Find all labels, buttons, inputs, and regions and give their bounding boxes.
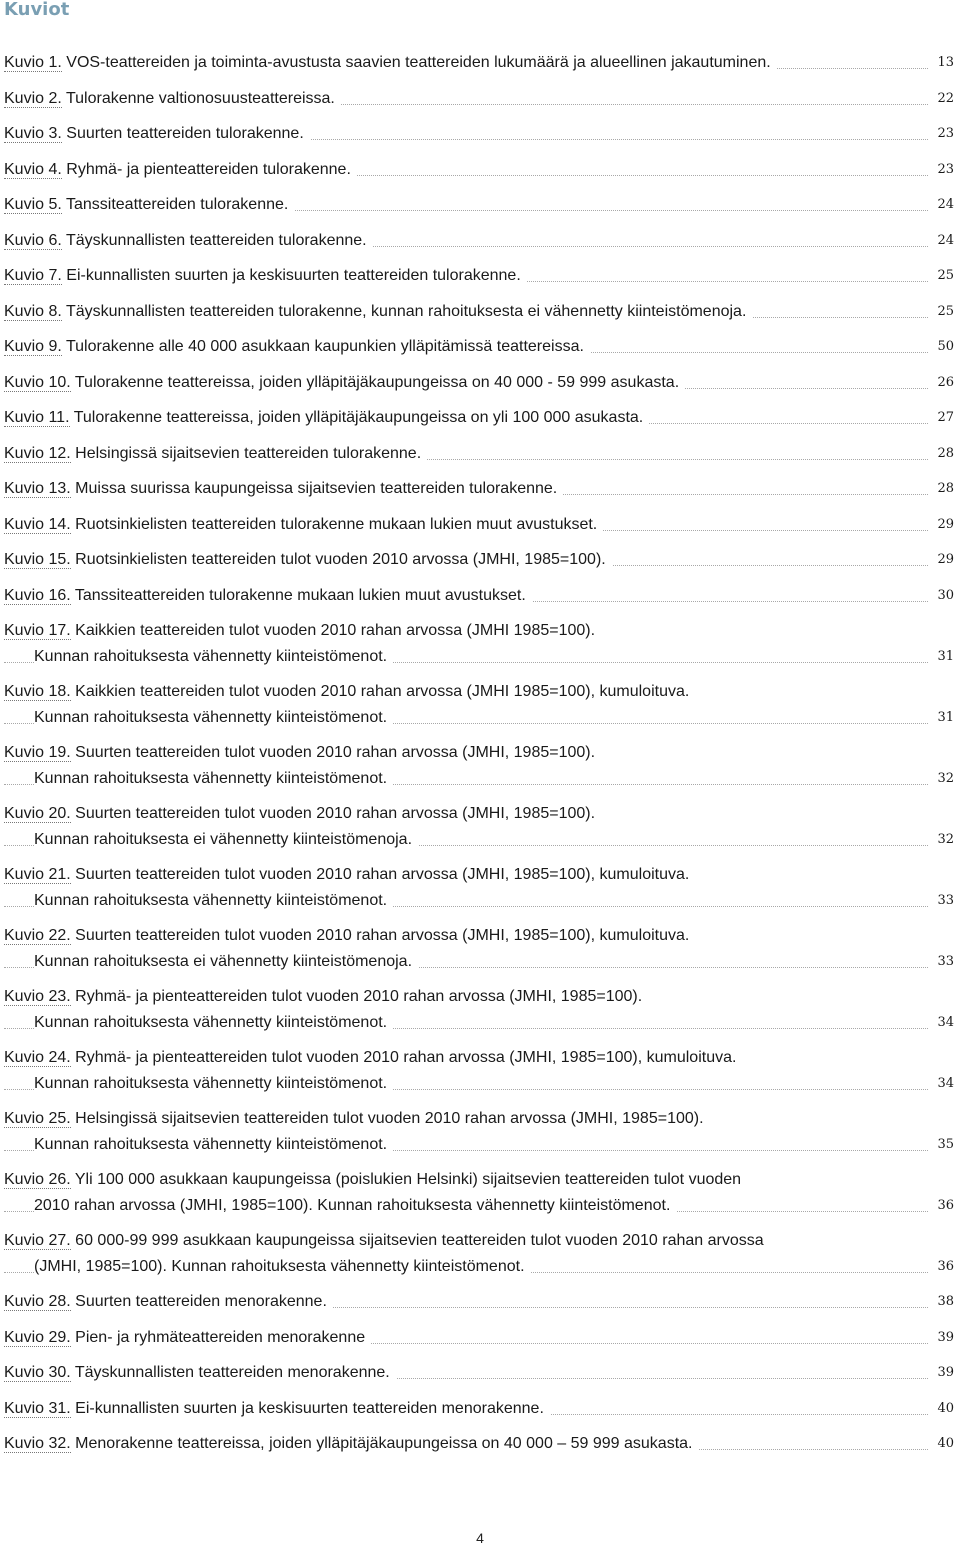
- figure-title: Helsingissä sijaitsevien teattereiden tulorakenne.: [75, 444, 422, 462]
- figure-title: VOS-teattereiden ja toiminta-avustusta saavien teattereiden lukumäärä ja alueellinen jakautuminen.: [66, 54, 771, 71]
- figure-label: Kuvio 5.: [4, 196, 62, 213]
- figure-title: Kunnan rahoituksesta ei vähennetty kiinteistömenoja.: [34, 953, 413, 970]
- figure-title: Kaikkien teattereiden tulot vuoden 2010 rahan arvossa (JMHI 1985=100).: [75, 622, 596, 639]
- page-ref: 36: [933, 1254, 954, 1280]
- page-ref: 23: [933, 121, 954, 147]
- figure-label: Kuvio 12.: [4, 444, 71, 462]
- page-ref: 23: [933, 157, 954, 183]
- toc-entry[interactable]: [4, 923, 958, 975]
- figure-label: Kuvio 24.: [4, 1049, 71, 1066]
- toc-entry[interactable]: [4, 1289, 958, 1315]
- page-ref: 29: [933, 547, 954, 573]
- toc-entry-line: [4, 923, 958, 949]
- toc-entry-continuation: [4, 1132, 958, 1158]
- page-ref: 13: [933, 50, 954, 76]
- toc-entry[interactable]: [4, 1396, 958, 1422]
- figure-label: Kuvio 8.: [4, 302, 62, 320]
- toc-entry[interactable]: [4, 228, 958, 254]
- figure-label: Kuvio 1.: [4, 54, 62, 71]
- figure-label: Kuvio 20.: [4, 805, 71, 822]
- figure-title: Tulorakenne alle 40 000 asukkaan kaupunkien ylläpitämissä teattereissa.: [65, 338, 584, 355]
- toc-entry[interactable]: [4, 121, 958, 147]
- toc-entry[interactable]: [4, 334, 958, 360]
- figure-label: Kuvio 7.: [4, 267, 62, 284]
- figure-title: Pien- ja ryhmäteattereiden menorakenne: [75, 1328, 366, 1346]
- toc-entry[interactable]: [4, 157, 958, 183]
- figure-label: Kuvio 23.: [4, 988, 71, 1005]
- figure-title: Suurten teattereiden tulot vuoden 2010 rahan arvossa (JMHI, 1985=100).: [75, 805, 596, 822]
- figure-label: Kuvio 21.: [4, 866, 71, 883]
- figure-title: Kunnan rahoituksesta vähennetty kiinteistömenot.: [34, 770, 388, 787]
- toc-entry-line: [4, 334, 958, 360]
- page-ref: 28: [933, 476, 954, 502]
- toc-entry-line: [4, 157, 958, 183]
- figure-title: Yli 100 000 asukkaan kaupungeissa (poislukien Helsinki) sijaitsevien teattereiden tulot vuoden: [74, 1171, 742, 1188]
- figure-title: Suurten teattereiden tulorakenne.: [66, 125, 304, 142]
- toc-entry-line: [4, 1325, 958, 1351]
- toc-entry[interactable]: [4, 1106, 958, 1158]
- figure-label: Kuvio 30.: [4, 1364, 71, 1381]
- toc-entry[interactable]: [4, 512, 958, 538]
- toc-entry[interactable]: [4, 1360, 958, 1386]
- figure-label: Kuvio 25.: [4, 1110, 71, 1127]
- toc-entry-continuation: [4, 949, 958, 975]
- page-ref: 22: [933, 86, 954, 112]
- figure-title: (JMHI, 1985=100). Kunnan rahoituksesta vähennetty kiinteistömenot.: [34, 1258, 525, 1275]
- figure-title: Ei-kunnallisten suurten ja keskisuurten teattereiden tulorakenne.: [66, 267, 521, 284]
- toc-entry[interactable]: [4, 1167, 958, 1219]
- page-ref: 34: [933, 1071, 954, 1097]
- toc-entry[interactable]: [4, 862, 958, 914]
- figure-title: 2010 rahan arvossa (JMHI, 1985=100). Kunnan rahoituksesta vähennetty kiinteistömenot.: [34, 1197, 671, 1214]
- figure-label: Kuvio 11.: [4, 409, 70, 426]
- toc-entry-line: [4, 583, 958, 609]
- figure-title: Täyskunnallisten teattereiden menorakenne.: [74, 1364, 390, 1381]
- figure-title: Ruotsinkielisten teattereiden tulot vuoden 2010 arvossa (JMHI, 1985=100).: [75, 551, 606, 568]
- toc-entry-line: [4, 263, 958, 289]
- toc-entry-line: [4, 801, 958, 827]
- figure-title: Muissa suurissa kaupungeissa sijaitsevien teattereiden tulorakenne.: [75, 480, 558, 497]
- page-ref: 39: [933, 1360, 954, 1386]
- figure-label: Kuvio 9.: [4, 338, 62, 355]
- page-ref: 27: [933, 405, 954, 431]
- page-ref: 24: [933, 228, 954, 254]
- figure-label: Kuvio 29.: [4, 1328, 71, 1346]
- figure-label: Kuvio 17.: [4, 622, 71, 639]
- figure-label: Kuvio 31.: [4, 1399, 71, 1417]
- toc-entry[interactable]: [4, 192, 958, 218]
- toc-entry-line: [4, 512, 958, 538]
- toc-entry[interactable]: [4, 801, 958, 853]
- toc-entry-line: [4, 405, 958, 431]
- toc-entry-line: [4, 679, 958, 705]
- toc-entry[interactable]: [4, 441, 958, 467]
- page-ref: 31: [933, 644, 954, 670]
- page-ref: 33: [933, 949, 954, 975]
- toc-entry-line: [4, 1167, 958, 1193]
- toc-entry[interactable]: [4, 679, 958, 731]
- figure-title: Kunnan rahoituksesta vähennetty kiinteistömenot.: [34, 892, 388, 909]
- toc-entry[interactable]: [4, 299, 958, 325]
- figure-title: Kunnan rahoituksesta vähennetty kiinteistömenot.: [34, 648, 388, 665]
- page-ref: 29: [933, 512, 954, 538]
- toc-entry-line: [4, 228, 958, 254]
- toc-entry[interactable]: [4, 86, 958, 112]
- figure-title: Ryhmä- ja pienteattereiden tulot vuoden 2010 rahan arvossa (JMHI, 1985=100), kumuloituva.: [75, 1049, 737, 1066]
- figure-label: Kuvio 16.: [4, 586, 71, 604]
- page-ref: 38: [933, 1289, 954, 1315]
- figure-label: Kuvio 22.: [4, 927, 71, 944]
- toc-entry-continuation: [4, 705, 958, 731]
- toc-entry-line: [4, 299, 958, 325]
- toc-entry-continuation: [4, 888, 958, 914]
- figure-title: Kunnan rahoituksesta vähennetty kiinteistömenot.: [34, 1075, 388, 1092]
- page-ref: 32: [933, 827, 954, 853]
- toc-entry[interactable]: [4, 1325, 958, 1351]
- toc-entry-line: [4, 370, 958, 396]
- toc-entry[interactable]: [4, 405, 958, 431]
- toc-entry-continuation: [4, 1254, 958, 1280]
- toc-entry-line: [4, 1396, 958, 1422]
- toc-entry-line: [4, 476, 958, 502]
- toc-entry-continuation: [4, 644, 958, 670]
- figure-title: Ei-kunnallisten suurten ja keskisuurten teattereiden menorakenne.: [75, 1399, 544, 1417]
- toc-entry[interactable]: [4, 583, 958, 609]
- page-ref: 33: [933, 888, 954, 914]
- toc-entry-line: [4, 984, 958, 1010]
- section-heading: Kuviot: [4, 0, 70, 20]
- toc-entry-line: [4, 1360, 958, 1386]
- figure-label: Kuvio 26.: [4, 1171, 71, 1188]
- toc-entry-line: [4, 1289, 958, 1315]
- figure-title: Tanssiteattereiden tulorakenne mukaan lukien muut avustukset.: [74, 586, 526, 604]
- toc-entry[interactable]: [4, 476, 958, 502]
- figure-title: Tanssiteattereiden tulorakenne.: [65, 196, 289, 213]
- page-ref: 24: [933, 192, 954, 218]
- figure-title: Kunnan rahoituksesta vähennetty kiinteistömenot.: [34, 1014, 388, 1031]
- figure-label: Kuvio 6.: [4, 231, 62, 249]
- figure-title: Kaikkien teattereiden tulot vuoden 2010 rahan arvossa (JMHI 1985=100), kumuloituva.: [75, 683, 690, 700]
- figure-label: Kuvio 13.: [4, 480, 71, 497]
- toc-entry-line: [4, 121, 958, 147]
- figure-title: Ryhmä- ja pienteattereiden tulot vuoden 2010 rahan arvossa (JMHI, 1985=100).: [75, 988, 643, 1005]
- toc-entry-line: [4, 1431, 958, 1457]
- toc-entry-continuation: [4, 1071, 958, 1097]
- toc-entry-line: [4, 1228, 958, 1254]
- page-number: 4: [476, 1530, 484, 1546]
- page-ref: 28: [933, 441, 954, 467]
- toc-entry[interactable]: [4, 547, 958, 573]
- figure-title: Tulorakenne teattereissa, joiden ylläpitäjäkaupungeissa on 40 000 - 59 999 asukasta.: [74, 373, 680, 391]
- toc-entry[interactable]: [4, 1431, 958, 1457]
- toc-entry-line: [4, 1045, 958, 1071]
- toc-entry-continuation: [4, 827, 958, 853]
- toc-entry-line: [4, 547, 958, 573]
- toc-entry-continuation: [4, 1193, 958, 1219]
- page-ref: 30: [933, 583, 954, 609]
- page-ref: 40: [933, 1431, 954, 1457]
- figure-label: Kuvio 10.: [4, 373, 71, 391]
- figure-title: Täyskunnallisten teattereiden tulorakenne.: [65, 231, 367, 249]
- figure-title: Suurten teattereiden tulot vuoden 2010 rahan arvossa (JMHI, 1985=100), kumuloituva.: [75, 866, 690, 883]
- toc-entry-line: [4, 441, 958, 467]
- figure-label: Kuvio 3.: [4, 125, 62, 142]
- page-ref: 35: [933, 1132, 954, 1158]
- figure-label: Kuvio 4.: [4, 160, 62, 178]
- figure-label: Kuvio 19.: [4, 744, 71, 761]
- toc-entry-line: [4, 50, 958, 76]
- toc-entry[interactable]: [4, 370, 958, 396]
- figure-label: Kuvio 14.: [4, 515, 71, 533]
- page-ref: 34: [933, 1010, 954, 1036]
- toc-entry-line: [4, 740, 958, 766]
- page-ref: 40: [933, 1396, 954, 1422]
- figure-title: Kunnan rahoituksesta vähennetty kiinteistömenot.: [34, 1136, 388, 1153]
- toc-entry[interactable]: [4, 984, 958, 1036]
- toc-entry-line: [4, 192, 958, 218]
- toc-entry-line: [4, 86, 958, 112]
- page-ref: 25: [933, 299, 954, 325]
- figure-label: Kuvio 2.: [4, 89, 62, 107]
- figure-label: Kuvio 27.: [4, 1232, 71, 1249]
- figure-title: Helsingissä sijaitsevien teattereiden tulot vuoden 2010 rahan arvossa (JMHI, 1985=100).: [75, 1110, 704, 1127]
- figure-label: Kuvio 15.: [4, 551, 71, 568]
- figure-title: Ryhmä- ja pienteattereiden tulorakenne.: [66, 160, 351, 178]
- page-ref: 25: [933, 263, 954, 289]
- toc-entry[interactable]: [4, 740, 958, 792]
- figure-title: Tulorakenne valtionosuusteattereissa.: [65, 89, 335, 107]
- toc-entry[interactable]: [4, 1228, 958, 1280]
- toc-entry[interactable]: [4, 50, 958, 76]
- page-ref: 50: [933, 334, 954, 360]
- toc-entry[interactable]: [4, 1045, 958, 1097]
- figure-title: 60 000-99 999 asukkaan kaupungeissa sijaitsevien teattereiden tulot vuoden 2010 rahan arvossa: [75, 1232, 764, 1249]
- toc-entry-continuation: [4, 1010, 958, 1036]
- figure-title: Kunnan rahoituksesta ei vähennetty kiinteistömenoja.: [34, 831, 413, 848]
- figure-label: Kuvio 32.: [4, 1435, 71, 1452]
- toc-entry-continuation: [4, 766, 958, 792]
- page-ref: 36: [933, 1193, 954, 1219]
- figure-label: Kuvio 28.: [4, 1293, 71, 1310]
- page-ref: 32: [933, 766, 954, 792]
- figure-title: Ruotsinkielisten teattereiden tulorakenne mukaan lukien muut avustukset.: [75, 515, 598, 533]
- toc-entry-line: [4, 618, 958, 644]
- page-ref: 26: [933, 370, 954, 396]
- page-ref: 39: [933, 1325, 954, 1351]
- figure-title: Suurten teattereiden menorakenne.: [75, 1293, 327, 1310]
- figure-title: Suurten teattereiden tulot vuoden 2010 rahan arvossa (JMHI, 1985=100).: [75, 744, 596, 761]
- toc-entry-line: [4, 1106, 958, 1132]
- figure-title: Menorakenne teattereissa, joiden ylläpitäjäkaupungeissa on 40 000 – 59 999 asukasta.: [75, 1435, 693, 1452]
- figure-title: Täyskunnallisten teattereiden tulorakenne, kunnan rahoituksesta ei vähennetty kiinteistömenoja.: [65, 302, 747, 320]
- toc-entry[interactable]: [4, 263, 958, 289]
- figure-label: Kuvio 18.: [4, 683, 71, 700]
- toc-entry[interactable]: [4, 618, 958, 670]
- figure-title: Kunnan rahoituksesta vähennetty kiinteistömenot.: [34, 709, 388, 726]
- page-ref: 31: [933, 705, 954, 731]
- figure-title: Suurten teattereiden tulot vuoden 2010 rahan arvossa (JMHI, 1985=100), kumuloituva.: [75, 927, 690, 944]
- toc-entry-line: [4, 862, 958, 888]
- figure-title: Tulorakenne teattereissa, joiden ylläpitäjäkaupungeissa on yli 100 000 asukasta.: [73, 409, 644, 426]
